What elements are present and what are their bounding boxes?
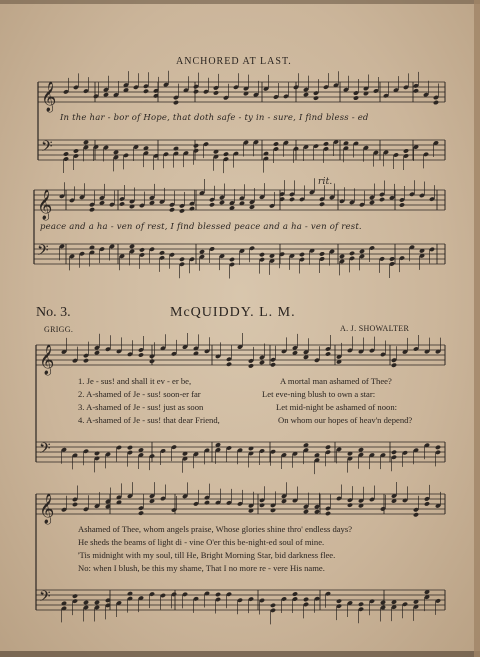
verse-line: A mortal man ashamed of Thee? bbox=[280, 376, 392, 386]
note-head bbox=[380, 600, 386, 605]
note-head bbox=[94, 451, 100, 456]
verse-line: 1. Je - sus! and shall it ev - er be, bbox=[78, 376, 192, 386]
note-head bbox=[73, 148, 79, 153]
note-head bbox=[103, 92, 109, 97]
note-head bbox=[248, 446, 254, 451]
note-head bbox=[89, 207, 95, 212]
note-head bbox=[173, 146, 179, 151]
verse-line: On whom our hopes of heav'n depend? bbox=[278, 415, 413, 425]
note-head bbox=[138, 510, 144, 515]
note-head bbox=[399, 202, 405, 207]
note-head bbox=[159, 250, 165, 255]
note-head bbox=[143, 89, 149, 94]
note-head bbox=[138, 352, 144, 357]
treble-clef: 𝄞 bbox=[39, 345, 55, 375]
lyricist-credit: GRIGG. bbox=[44, 325, 74, 334]
note-head bbox=[263, 151, 269, 156]
note-head bbox=[413, 88, 419, 93]
note-head bbox=[113, 150, 119, 155]
note-head bbox=[303, 597, 309, 602]
note-head bbox=[127, 445, 133, 450]
lyrics-line: peace and a ha - ven of rest, I find blessed peace and a ha - ven of rest. bbox=[40, 222, 362, 232]
composer-credit: A. J. SHOWALTER bbox=[340, 324, 410, 333]
note-head bbox=[391, 363, 397, 368]
note-head bbox=[229, 257, 235, 262]
tempo-marking: rit. bbox=[318, 177, 333, 187]
note-head bbox=[129, 244, 135, 249]
bass-clef: 𝄢 bbox=[41, 138, 53, 159]
note-head bbox=[325, 511, 331, 516]
verse-line: No: when I blush, be this my shame, That I no more re - vere His name. bbox=[78, 563, 325, 573]
verse-line: 2. A-shamed of Je - sus! soon-er far bbox=[78, 389, 201, 399]
page-edge bbox=[0, 651, 480, 657]
note-head bbox=[303, 509, 309, 514]
note-head bbox=[358, 602, 364, 607]
note-head bbox=[359, 249, 365, 254]
note-head bbox=[403, 148, 409, 153]
note-head bbox=[424, 501, 430, 506]
note-head bbox=[189, 206, 195, 211]
note-head bbox=[83, 600, 89, 605]
note-head bbox=[325, 445, 331, 450]
note-head bbox=[219, 200, 225, 205]
note-head bbox=[119, 201, 125, 206]
note-head bbox=[83, 140, 89, 145]
note-head bbox=[209, 202, 215, 207]
note-head bbox=[94, 350, 100, 355]
note-head bbox=[94, 600, 100, 605]
hymn-title: ANCHORED AT LAST. bbox=[176, 56, 292, 67]
note-head bbox=[313, 95, 319, 100]
verse-line: Let eve-ning blush to own a star: bbox=[262, 389, 376, 399]
verse-line: 'Tis midnight with my soul, till He, Bright Morning Star, bid darkness flee. bbox=[78, 550, 336, 560]
note-head bbox=[336, 598, 342, 603]
note-head bbox=[215, 592, 221, 597]
note-head bbox=[413, 512, 419, 517]
note-head bbox=[389, 256, 395, 261]
note-head bbox=[226, 362, 232, 367]
page-edge bbox=[0, 0, 480, 4]
note-head bbox=[433, 100, 439, 105]
note-head bbox=[72, 502, 78, 507]
lyrics-line: In the har - bor of Hope, that doth safe - ty in - sure, I find bless - ed bbox=[60, 113, 369, 123]
note-head bbox=[319, 251, 325, 256]
note-head bbox=[139, 247, 145, 252]
note-head bbox=[223, 151, 229, 156]
note-head bbox=[83, 358, 89, 363]
note-head bbox=[292, 591, 298, 596]
note-head bbox=[248, 363, 254, 368]
note-head bbox=[204, 500, 210, 505]
verse-line: Ashamed of Thee, whom angels praise, Whose glories shine thro' endless days? bbox=[78, 524, 353, 534]
hymn-number: No. 3. bbox=[36, 305, 71, 320]
note-head bbox=[72, 593, 78, 598]
note-head bbox=[299, 252, 305, 257]
note-head bbox=[173, 100, 179, 105]
note-head bbox=[259, 360, 265, 365]
note-head bbox=[63, 151, 69, 156]
note-head bbox=[193, 89, 199, 94]
bass-clef: 𝄢 bbox=[37, 242, 49, 263]
note-head bbox=[391, 450, 397, 455]
treble-clef: 𝄞 bbox=[39, 494, 55, 524]
note-head bbox=[379, 197, 385, 202]
note-head bbox=[303, 92, 309, 97]
page-edge bbox=[474, 0, 480, 657]
note-head bbox=[339, 254, 345, 259]
note-head bbox=[349, 251, 355, 256]
verse-line: 3. A-shamed of Je - sus! just as soon bbox=[78, 402, 204, 412]
note-head bbox=[259, 252, 265, 257]
note-head bbox=[259, 503, 265, 508]
note-head bbox=[193, 143, 199, 148]
verse-line: He sheds the beams of light di - vine O'er this be-night-ed soul of mine. bbox=[78, 537, 325, 547]
note-head bbox=[270, 508, 276, 513]
verse-line: 4. A-shamed of Je - sus! that dear Friend, bbox=[78, 415, 220, 425]
bass-clef: 𝄢 bbox=[39, 440, 51, 461]
note-head bbox=[323, 141, 329, 146]
note-head bbox=[127, 591, 133, 596]
note-head bbox=[273, 141, 279, 146]
note-head bbox=[325, 351, 331, 356]
hymn-title: McQUIDDY. L. M. bbox=[170, 305, 296, 320]
note-head bbox=[270, 362, 276, 367]
note-head bbox=[369, 200, 375, 205]
note-head bbox=[213, 90, 219, 95]
note-head bbox=[270, 603, 276, 608]
note-head bbox=[179, 208, 185, 213]
note-head bbox=[179, 257, 185, 262]
bass-clef: 𝄢 bbox=[39, 588, 51, 609]
treble-clef: 𝄞 bbox=[37, 190, 53, 220]
note-head bbox=[347, 502, 353, 507]
note-head bbox=[435, 445, 441, 450]
note-head bbox=[319, 202, 325, 207]
note-head bbox=[199, 249, 205, 254]
note-head bbox=[149, 359, 155, 364]
note-head bbox=[289, 197, 295, 202]
note-head bbox=[353, 95, 359, 100]
note-head bbox=[169, 207, 175, 212]
treble-clef: 𝄞 bbox=[41, 82, 57, 112]
verse-line: Let mid-night be ashamed of noon: bbox=[276, 402, 398, 412]
note-head bbox=[129, 204, 135, 209]
